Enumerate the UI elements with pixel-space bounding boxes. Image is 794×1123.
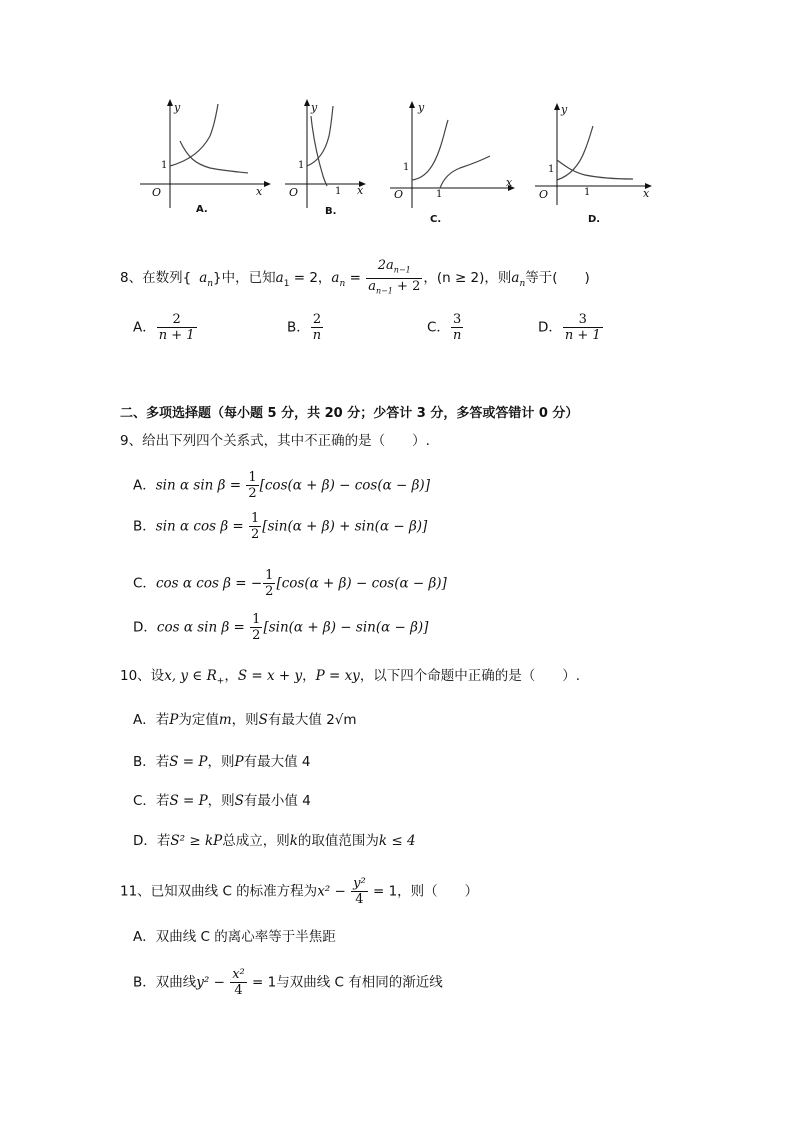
q10-option-c: C．若S = P，则S有最小值 4 bbox=[133, 793, 311, 809]
q11-option-a: A．双曲线 C 的离心率等于半焦距 bbox=[133, 929, 336, 945]
q8-an-sub: n bbox=[339, 278, 346, 289]
q8-option-b: B． $\frac{2}{n}$ bbox=[287, 312, 322, 343]
graph-b bbox=[285, 96, 370, 216]
y-axis-label: y bbox=[311, 101, 318, 114]
y-tick-one: 1 bbox=[161, 160, 168, 171]
x-tick-one: 1 bbox=[584, 187, 591, 198]
graph-caption-a: A. bbox=[196, 204, 208, 215]
question-8-stem bbox=[120, 258, 590, 298]
q8-a1-sub: 1 bbox=[283, 278, 290, 289]
q8-a1: a bbox=[275, 270, 284, 287]
q8-option-d: D． $\frac{3}{n + 1}$ bbox=[538, 312, 601, 343]
graph-caption-b: B. bbox=[325, 206, 337, 217]
graph-d bbox=[535, 100, 660, 210]
graph-a bbox=[140, 96, 275, 216]
q10-option-d: D．若S² ≥ kP总成立，则k的取值范围为k ≤ 4 bbox=[133, 833, 416, 849]
q8-option-c: C． $\frac{3}{n}$ bbox=[427, 312, 462, 343]
q8-tail: 等于( ) bbox=[525, 270, 590, 287]
question-9-stem: 9、给出下列四个关系式，其中不正确的是（ ）. bbox=[120, 433, 430, 449]
q8-cond: ，(n ≥ 2)，则 bbox=[423, 270, 512, 287]
q8-prefix: 8、在数列{ bbox=[120, 270, 192, 287]
q8-seq-sub: n bbox=[207, 278, 214, 289]
x-axis-label: x bbox=[643, 187, 650, 200]
q9-option-c: C．cos α cos β = − $\frac{1}{2}$ [cos(α + β) − cos(α − β)] bbox=[133, 568, 447, 599]
q8-eq: = bbox=[345, 270, 366, 287]
y-axis-label: y bbox=[561, 103, 568, 116]
question-10-stem: 10、设x, y ∈ $R_+$，S = x + y，P = xy，以下四个命题中正确的是（ ）. bbox=[120, 668, 581, 687]
q9-option-b: B．sin α cos β = $\frac{1}{2}$ [sin(α + β) + sin(α − β)] bbox=[133, 511, 428, 542]
x-tick-one: 1 bbox=[335, 186, 342, 197]
origin-label: O bbox=[394, 188, 404, 201]
x-axis-label: x bbox=[506, 176, 513, 189]
q10-option-a: A．若P为定值m，则S有最大值 2√m bbox=[133, 712, 357, 728]
y-tick-one: 1 bbox=[298, 160, 305, 171]
q9-option-a: A．sin α sin β = $\frac{1}{2}$ [cos(α + β) − cos(α − β)] bbox=[133, 470, 430, 501]
x-axis-label: x bbox=[357, 184, 364, 197]
y-axis-label: y bbox=[174, 101, 181, 114]
q11-option-b: B．双曲线y² − $\frac{\text{x²}}{4}$ = 1与双曲线 C 有相同的渐近线 bbox=[133, 967, 443, 998]
section-heading-multiple-choice: 二、多项选择题（每小题 5 分，共 20 分；少答计 3 分，多答或答错计 0 分） bbox=[120, 406, 579, 421]
q9-option-d: D．cos α sin β = $\frac{1}{2}$ [sin(α + β) − sin(α − β)] bbox=[133, 612, 429, 643]
graph-caption-d: D. bbox=[588, 214, 601, 225]
q8-a1-rest: = 2， bbox=[289, 270, 332, 287]
q8-an: a bbox=[331, 270, 340, 287]
origin-label: O bbox=[152, 186, 162, 199]
q8-ans-var: a bbox=[511, 270, 520, 287]
q8-fraction: $\frac{2a_{n-1}}{a_{n-1} + 2}$ bbox=[366, 258, 422, 298]
q8-option-a: A． $\frac{2}{n + 1}$ bbox=[133, 312, 195, 343]
origin-label: O bbox=[289, 186, 299, 199]
y-tick-one: 1 bbox=[403, 162, 410, 173]
graph-caption-c: C. bbox=[430, 214, 442, 225]
q8-ans-sub: n bbox=[519, 278, 526, 289]
x-axis-label: x bbox=[256, 185, 263, 198]
y-axis-label: y bbox=[418, 101, 425, 114]
x-tick-one: 1 bbox=[436, 189, 443, 200]
graph-c bbox=[390, 96, 520, 216]
q8-seq: a bbox=[199, 270, 208, 287]
y-tick-one: 1 bbox=[548, 164, 555, 175]
origin-label: O bbox=[539, 188, 549, 201]
question-11-stem: 11、已知双曲线 C 的标准方程为x² − $\frac{\text{y²}}{4}$ = 1，则（ ） bbox=[120, 876, 479, 907]
q10-option-b: B．若S = P，则P有最大值 4 bbox=[133, 754, 311, 770]
q8-mid: }中，已知 bbox=[213, 270, 276, 287]
